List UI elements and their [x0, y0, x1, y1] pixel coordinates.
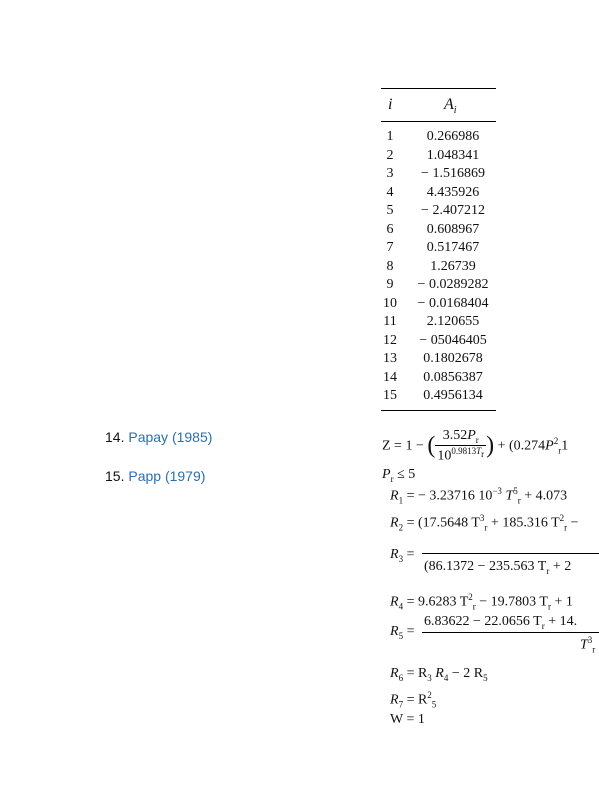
r3-denominator: (86.1372 − 235.563 $T_r + 2$ — [424, 559, 572, 576]
table-row — [381, 296, 496, 314]
table-row — [381, 370, 496, 388]
row-index: 6 — [386, 221, 394, 237]
table-row — [381, 277, 496, 295]
col-a-header: $A_i$ — [444, 96, 457, 117]
table-row — [381, 129, 496, 147]
table-row — [381, 314, 496, 332]
row-value: 0.0856387 — [423, 369, 483, 385]
row-index: 7 — [386, 240, 394, 255]
table-header — [381, 96, 496, 118]
row-value: 0.4956134 — [423, 388, 483, 403]
table-row — [381, 240, 496, 258]
table-row — [381, 333, 496, 351]
table-row — [381, 222, 496, 240]
table-row — [381, 148, 496, 166]
row-index: 14 — [383, 369, 397, 385]
table-row — [381, 259, 496, 277]
table-row — [381, 388, 496, 406]
r3-fraction-bar — [422, 553, 599, 554]
row-index: 8 — [386, 258, 394, 274]
table-bottom-rule — [381, 410, 496, 411]
row-value: − 1.516869 — [421, 166, 485, 181]
table-row — [381, 185, 496, 203]
r5-fraction-bar — [422, 632, 599, 633]
table-row — [381, 203, 496, 221]
equation-r5: $R_5$ = — [390, 624, 415, 641]
row-index: 13 — [383, 351, 397, 366]
equation-r6: $R_6 = R_3$ $R_4 - 2$ $R_5$ — [390, 666, 488, 683]
row-value: 1.26739 — [430, 258, 476, 274]
ref-item-14: 14. Papay (1985) — [105, 429, 213, 445]
row-value: 2.120655 — [426, 314, 480, 329]
row-value: 0.517467 — [426, 240, 480, 255]
row-index: 1 — [386, 129, 394, 144]
ref-link-papay[interactable]: Papay (1985) — [128, 429, 213, 445]
r5-numerator: 6.83622 − 22.0656 $T_r + 14$. — [424, 614, 578, 631]
equation-r1: $R_1$ = − 3.23716 $10^{-3}$ $T^5_r + 4.073$ — [390, 486, 568, 506]
row-value: 1.048341 — [426, 147, 480, 163]
condition-pr: $P_r \le 5$ — [382, 467, 416, 484]
equation-r3: $R_3$ = — [390, 547, 415, 564]
row-value: 4.435926 — [426, 184, 480, 200]
row-index: 5 — [386, 203, 394, 218]
equation-w: W = 1 — [390, 712, 425, 727]
row-index: 10 — [383, 295, 397, 311]
row-value: − 2.407212 — [421, 203, 485, 218]
table-top-rule — [381, 88, 496, 89]
row-index: 4 — [386, 184, 394, 200]
row-index: 11 — [383, 314, 397, 329]
row-value: − 0.0168404 — [417, 295, 489, 311]
row-index: 3 — [386, 166, 394, 181]
row-value: − 05046405 — [419, 332, 487, 348]
equation-z: Z = 1 − ( $\frac{3.52P_r}{10^{0.9813T_r}}$ ) + ($0.274P^2_r1$ — [382, 428, 569, 464]
equation-r4: $R_4 = 9.6283$ $T^2_r - 19.7803$ $T_r + 1$ — [390, 592, 573, 612]
equation-r7: $R_7 = R^2_5$ — [390, 690, 437, 710]
row-value: − 0.0289282 — [417, 277, 489, 292]
row-value: 0.1802678 — [423, 351, 483, 366]
r5-denominator: $T^3_r$ — [580, 635, 596, 655]
row-value: 0.266986 — [426, 129, 480, 144]
row-index: 2 — [386, 147, 394, 163]
table-header-rule — [381, 121, 496, 122]
table-row — [381, 166, 496, 184]
row-index: 9 — [386, 277, 394, 292]
ref-item-15: 15. Papp (1979) — [105, 468, 206, 484]
ref-link-papp[interactable]: Papp (1979) — [128, 468, 206, 484]
table-row — [381, 351, 496, 369]
row-value: 0.608967 — [426, 221, 480, 237]
equation-r2: $R_2 = (17.5648$ $T^3_r + 185.316$ $T^2_r$ − — [390, 513, 579, 533]
col-i-header: i — [388, 96, 393, 113]
row-index: 15 — [383, 388, 397, 403]
row-index: 12 — [383, 332, 397, 348]
